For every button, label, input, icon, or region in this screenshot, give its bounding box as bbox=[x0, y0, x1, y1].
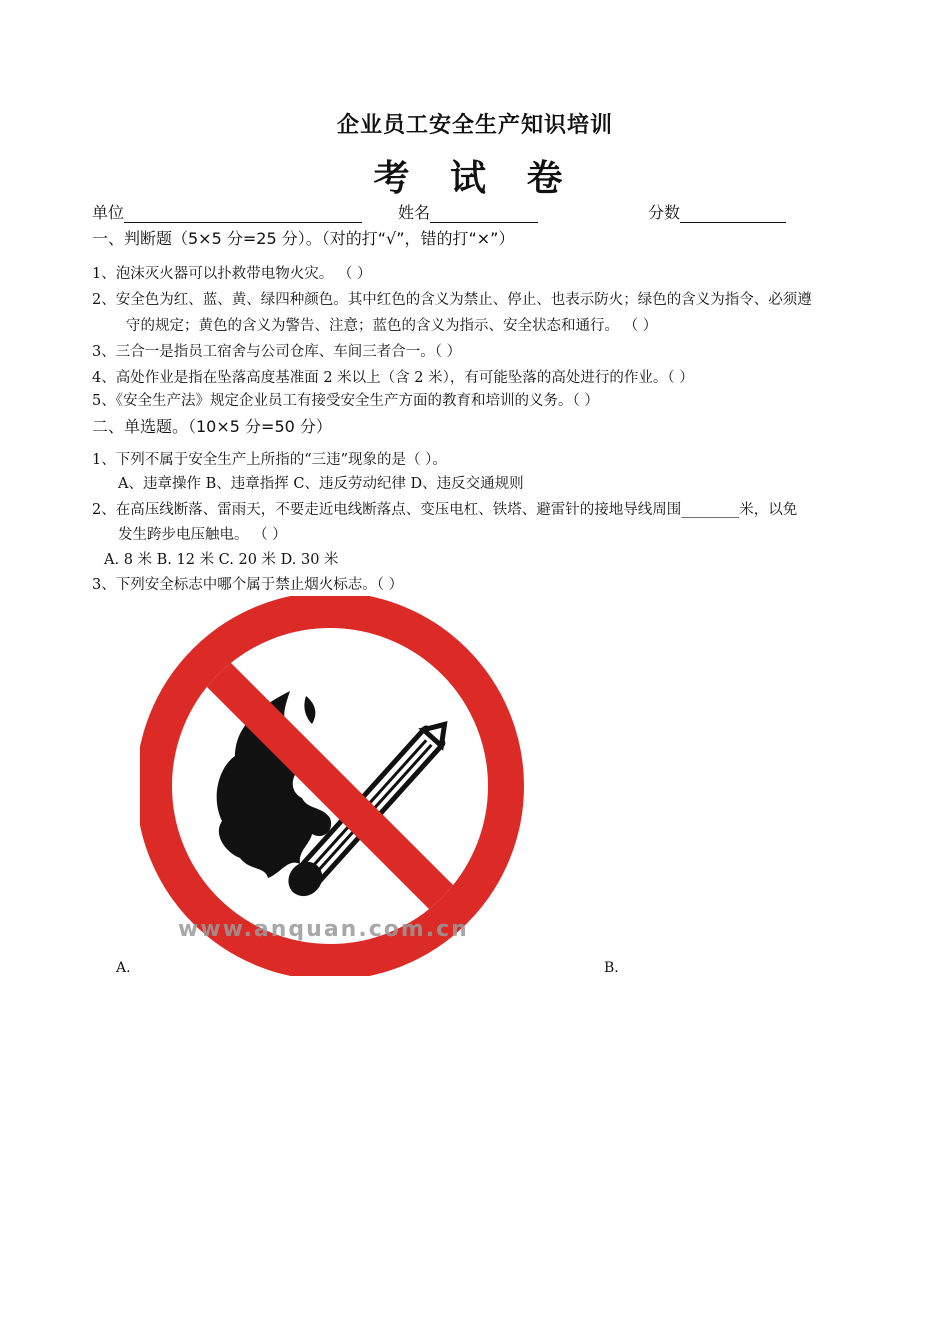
choice-q2-line1: 2、在高压线断落、雷雨天，不要走近电线断落点、变压电杠、铁塔、避雷针的接地导线周围________米，以免 bbox=[92, 502, 798, 518]
section1-heading: 一、判断题（5×5 分=25 分）。（对的打“√”，错的打“×”） bbox=[92, 229, 515, 248]
unit-blank[interactable] bbox=[124, 204, 362, 223]
watermark-text: www.anquan.com.cn bbox=[178, 917, 469, 942]
judge-q2-line1: 2、安全色为红、蓝、黄、绿四种颜色。其中红色的含义为禁止、停止、也表示防火；绿色的含义为指令、必须遵 bbox=[92, 292, 812, 308]
no-fire-sign-icon bbox=[140, 596, 524, 976]
exam-subtitle: 考 试 卷 bbox=[373, 158, 577, 199]
choice-q3: 3、下列安全标志中哪个属于禁止烟火标志。（ ） bbox=[92, 577, 404, 593]
option-b-label: B. bbox=[604, 960, 619, 976]
judge-q4: 4、高处作业是指在坠落高度基准面 2 米以上（含 2 米），有可能坠落的高处进行的作业。（ ） bbox=[92, 370, 694, 386]
judge-q5: 5、《安全生产法》规定企业员工有接受安全生产方面的教育和培训的义务。（ ） bbox=[92, 393, 599, 409]
name-field bbox=[398, 200, 538, 223]
score-label: 分数 bbox=[648, 203, 681, 222]
name-blank[interactable] bbox=[430, 204, 538, 223]
choice-q2-options: A. 8 米 B. 12 米 C. 20 米 D. 30 米 bbox=[104, 552, 339, 568]
choice-q1-options: A、违章操作 B、违章指挥 C、违反劳动纪律 D、违反交通规则 bbox=[118, 476, 524, 492]
option-a-label: A. bbox=[116, 960, 131, 976]
unit-field bbox=[92, 200, 362, 223]
section2-heading: 二、单选题。（10×5 分=50 分） bbox=[92, 417, 332, 436]
judge-q3: 3、三合一是指员工宿舍与公司仓库、车间三者合一。（ ） bbox=[92, 344, 462, 360]
choice-q2-line2: 发生跨步电压触电。 （ ） bbox=[118, 527, 287, 543]
name-label: 姓名 bbox=[398, 203, 431, 222]
score-field bbox=[648, 200, 786, 223]
choice-q1: 1、下列不属于安全生产上所指的“三违”现象的是（ ）。 bbox=[92, 452, 447, 468]
judge-q1: 1、泡沫灭火器可以扑救带电物火灾。 （ ） bbox=[92, 266, 372, 282]
score-blank[interactable] bbox=[680, 204, 786, 223]
judge-q2-line2: 守的规定；黄色的含义为警告、注意；蓝色的含义为指示、安全状态和通行。 （ ） bbox=[126, 318, 658, 334]
unit-label: 单位 bbox=[92, 203, 125, 222]
exam-title: 企业员工安全生产知识培训 bbox=[336, 112, 613, 138]
